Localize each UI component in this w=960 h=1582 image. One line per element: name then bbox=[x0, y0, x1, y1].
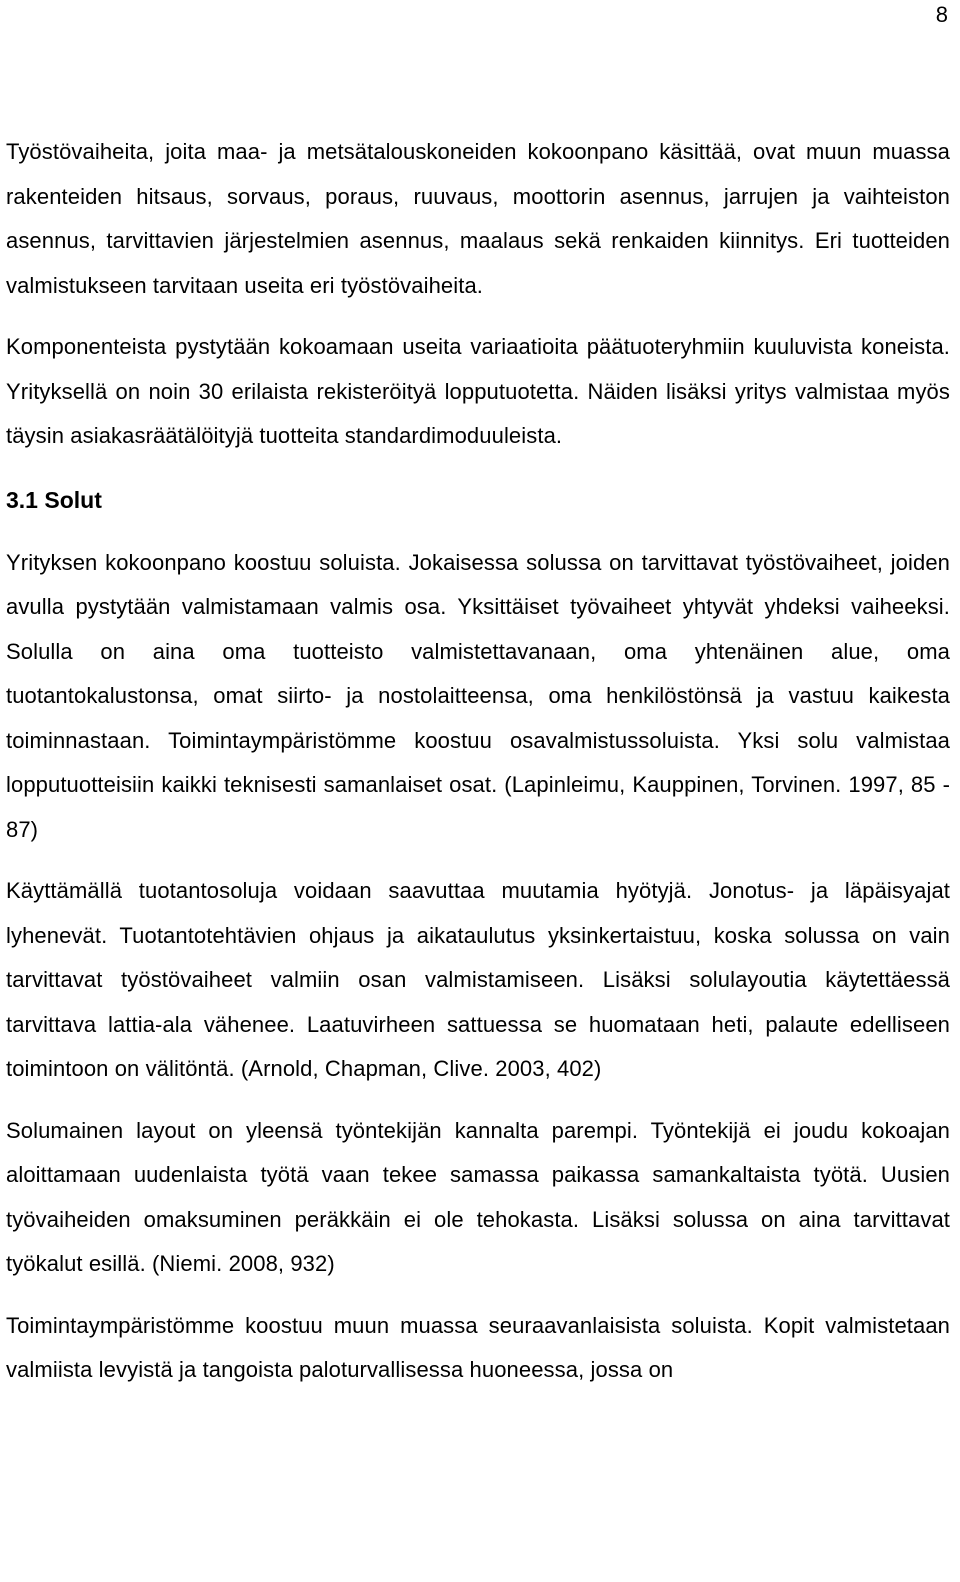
page-number: 8 bbox=[935, 2, 948, 27]
paragraph-work-phases: Työstövaiheita, joita maa- ja metsätalouskoneiden kokoonpano käsittää, ovat muun muassa rakenteiden hitsaus, sorvaus, poraus, ruuvaus, moottorin asennus, jarrujen ja vaihteiston asennus, tarvittavien järjestelmien asennus, maalaus sekä renkaiden kiinnitys. Eri tuotteiden valmistukseen tarvitaan useita eri työstövaiheita. bbox=[6, 139, 950, 298]
section-heading: 3.1 Solut bbox=[6, 486, 102, 513]
paragraph-benefits: Käyttämällä tuotantosoluja voidaan saavuttaa muutamia hyötyjä. Jonotus- ja läpäisyajat lyhenevät. Tuotantotehtävien ohjaus ja aikataulutus yksinkertaistuu, koska solussa on vain tarvittavat työstövaiheet valmiin osan valmistamiseen. Lisäksi solulayoutia käytettäessä tarvittava lattia-ala vähenee. Laatuvirheen sattuessa se huomataan heti, palaute edelliseen toimintoon on välitöntä. (Arnold, Chapman, Clive. 2003, 402) bbox=[6, 878, 950, 1081]
paragraph-worker-perspective: Solumainen layout on yleensä työntekijän kannalta parempi. Työntekijä ei joudu kokoajan aloittamaan uudenlaista työtä vaan tekee samassa paikassa samankaltaista työtä. Uusien työvaiheiden omaksuminen peräkkäin ei ole tehokasta. Lisäksi solussa on aina tarvittavat työkalut esillä. (Niemi. 2008, 932) bbox=[6, 1117, 950, 1276]
paragraph-environment: Toimintaympäristömme koostuu muun muassa seuraavanlaisista soluista. Kopit valmistetaan valmiista levyistä ja tangoista paloturvallisessa huoneessa, jossa on bbox=[6, 1312, 950, 1382]
paragraph-cells: Yrityksen kokoonpano koostuu soluista. Jokaisessa solussa on tarvittavat työstövaiheet, joiden avulla pystytään valmistamaan valmis osa. Yksittäiset työvaiheet yhtyvät yhdeksi vaiheeksi. Solulla on aina oma tuotteisto valmistettavanaan, oma yhtenäinen alue, oma tuotantokalustonsa, omat siirto- ja nostolaitteensa, oma henkilöstönsä ja vastuu kaikesta toiminnastaan. Toimintaympäristömme koostuu osavalmistussoluista. Yksi solu valmistaa lopputuotteisiin kaikki teknisesti samanlaiset osat. (Lapinleimu, Kauppinen, Torvinen. 1997, 85 - 87) bbox=[6, 549, 950, 842]
document-body bbox=[6, 130, 950, 1393]
paragraph-components: Komponenteista pystytään kokoamaan useita variaatioita päätuoteryhmiin kuuluvista koneista. Yrityksellä on noin 30 erilaista rekisteröityä lopputuotetta. Näiden lisäksi yritys valmistaa myös täysin asiakasräätälöityjä tuotteita standardimoduuleista. bbox=[6, 334, 950, 448]
